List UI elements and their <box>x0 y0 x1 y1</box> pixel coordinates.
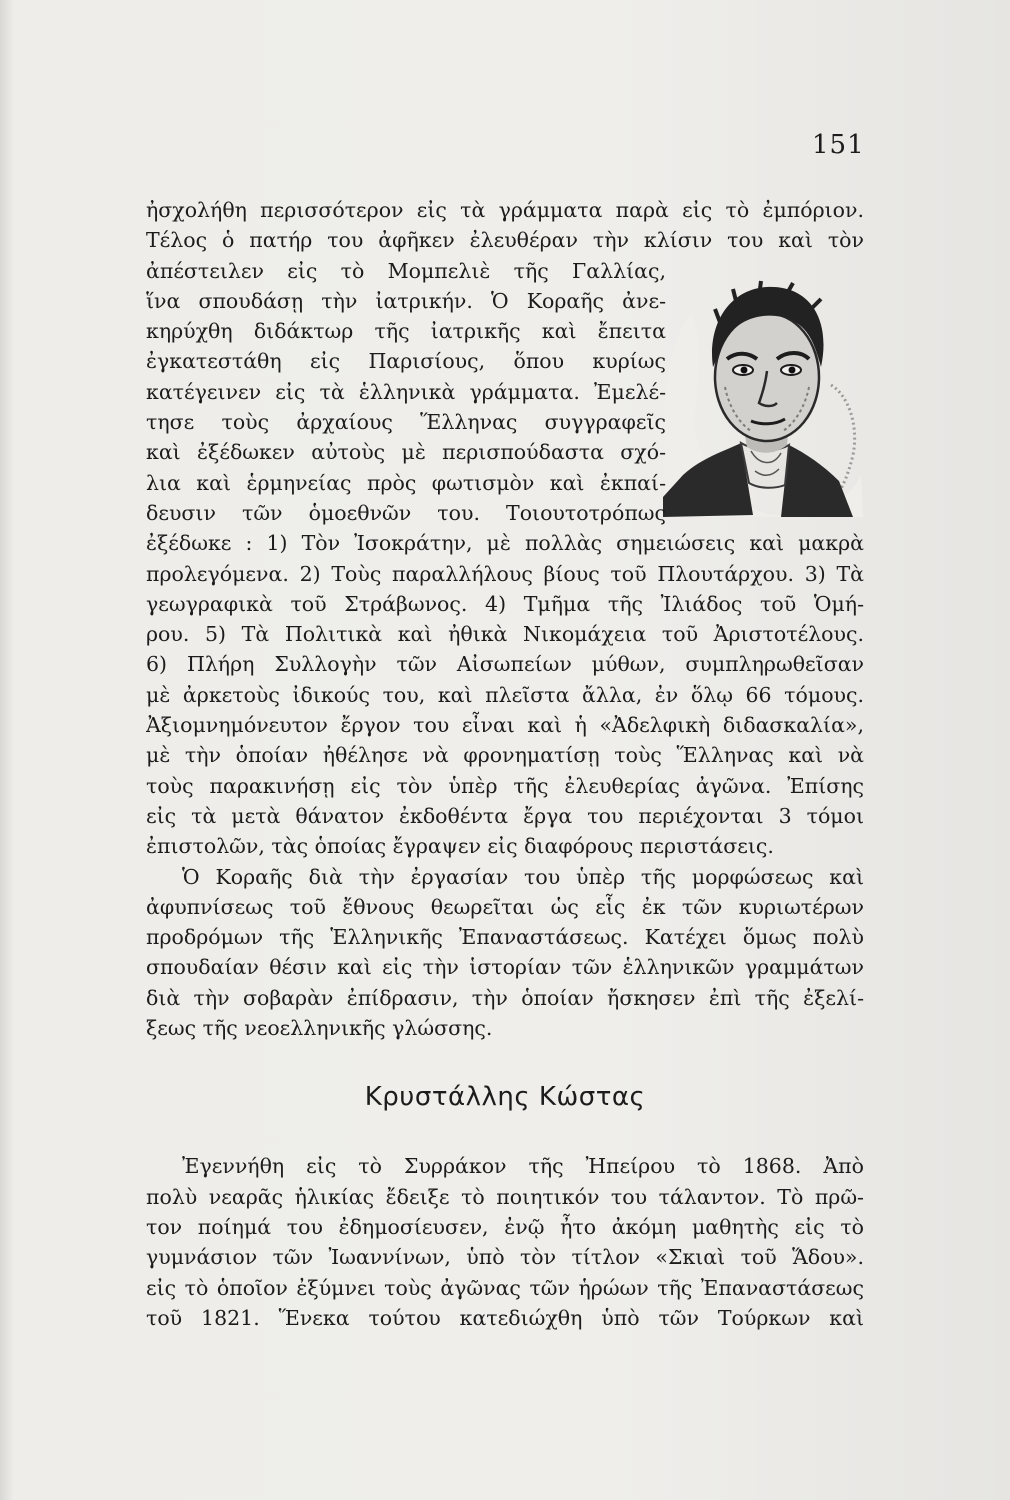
text-line: 6) Πλήρη Συλλογὴν τῶν Αἰσωπείων μύθων, συμπληρωθεῖσαν <box>146 652 864 677</box>
text-line: γεωγραφικὰ τοῦ Στράβωνος. 4) Τμῆμα τῆς Ἰλιάδος τοῦ Ὁμή- <box>146 591 864 616</box>
text-line: πολὺ νεαρᾶς ἡλικίας ἔδειξε τὸ ποιητικόν του τάλαντον. Τὸ πρῶ- <box>146 1184 864 1209</box>
text-line: κατέγεινεν εἰς τὰ ἑλληνικὰ γράμματα. Ἐμελέ- <box>146 379 666 404</box>
paragraph-krystallis-bio <box>146 1151 864 1333</box>
text-line: Τέλος ὁ πατήρ του ἀφῆκεν ἐλευθέραν τὴν κλίσιν του καὶ τὸν <box>146 228 864 253</box>
text-line: ἐπιστολῶν, τὰς ὁποίας ἔγραψεν εἰς διαφόρους περιστάσεις. <box>146 834 774 859</box>
text-line: Ἀξιομνημόνευτον ἔργον του εἶναι καὶ ἡ «Ἀδελφικὴ διδασκαλία», <box>146 713 864 738</box>
text-line: ξεως τῆς νεοελληνικῆς γλώσσης. <box>146 1016 493 1041</box>
text-line: μὲ ἀρκετοὺς ἰδικούς του, καὶ πλεῖστα ἄλλα, ἐν ὅλῳ 66 τόμους. <box>146 682 864 707</box>
text-line: εἰς τὰ μετὰ θάνατον ἐκδοθέντα ἔργα του περιέχονται 3 τόμοι <box>146 803 864 828</box>
text-line: σπουδαίαν θέσιν καὶ εἰς τὴν ἱστορίαν τῶν ἑλληνικῶν γραμμάτων <box>146 955 864 980</box>
text-line: ρου. 5) Τὰ Πολιτικὰ καὶ ἠθικὰ Νικομάχεια τοῦ Ἀριστοτέλους. <box>146 622 864 647</box>
text-line: προλεγόμενα. 2) Τοὺς παραλλήλους βίους τοῦ Πλουτάρχου. 3) Τὰ <box>146 561 864 586</box>
paragraph-koraes-significance <box>146 862 864 1044</box>
paragraph-koraes-works <box>146 195 864 862</box>
text-line: μὲ τὴν ὁποίαν ἠθέλησε νὰ φρονηματίσῃ τοὺς Ἕλληνας καὶ νὰ <box>146 743 864 768</box>
text-line: ἀφυπνίσεως τοῦ ἔθνους θεωρεῖται ὡς εἷς ἐκ τῶν κυριωτέρων <box>146 894 864 919</box>
text-line: γυμνάσιον τῶν Ἰωαννίνων, ὑπὸ τὸν τίτλον «Σκιαὶ τοῦ Ἅδου». <box>146 1245 864 1270</box>
text-line: ἀπέστειλεν εἰς τὸ Μομπελιὲ τῆς Γαλλίας, <box>146 258 666 283</box>
text-line: λια καὶ ἑρμηνείας πρὸς φωτισμὸν καὶ ἐκπαί- <box>146 470 666 495</box>
body-text <box>146 195 864 1333</box>
text-line: ἐγκατεστάθη εἰς Παρισίους, ὅπου κυρίως <box>146 349 666 374</box>
text-line: Ἐγεννήθη εἰς τὸ Συρράκον τῆς Ἠπείρου τὸ 1868. Ἀπὸ <box>182 1154 864 1179</box>
text-line: διὰ τὴν σοβαρὰν ἐπίδρασιν, τὴν ὁποίαν ἤσκησεν ἐπὶ τῆς ἐξελί- <box>146 985 864 1010</box>
text-line: τησε τοὺς ἀρχαίους Ἕλληνας συγγραφεῖς <box>146 410 666 435</box>
page-number: 151 <box>812 130 865 160</box>
text-line: Ὁ Κοραῆς διὰ τὴν ἐργασίαν του ὑπὲρ τῆς μορφώσεως καὶ <box>182 864 864 889</box>
text-line: τον ποίημά του ἐδημοσίευσεν, ἐνῷ ἦτο ἀκόμη μαθητὴς εἰς τὸ <box>146 1214 864 1239</box>
text-line: τοῦ 1821. Ἕνεκα τούτου κατεδιώχθη ὑπὸ τῶν Τούρκων καὶ <box>146 1305 864 1330</box>
section-heading: Κρυστάλλης Κώστας <box>364 1082 646 1113</box>
text-line: εἰς τὸ ὁποῖον ἐξύμνει τοὺς ἀγῶνας τῶν ἡρώων τῆς Ἐπαναστάσεως <box>146 1275 864 1300</box>
text-line: προδρόμων τῆς Ἑλληνικῆς Ἐπαναστάσεως. Κατέχει ὅμως πολὺ <box>146 925 864 950</box>
text-line: δευσιν τῶν ὁμοεθνῶν του. Τοιουτοτρόπως <box>146 500 666 525</box>
text-line: ἵνα σπουδάσῃ τὴν ἰατρικήν. Ὁ Κοραῆς ἀνε- <box>146 288 666 313</box>
text-line: κηρύχθη διδάκτωρ τῆς ἰατρικῆς καὶ ἔπειτα <box>146 319 666 344</box>
text-line: ἐξέδωκε : 1) Τὸν Ἰσοκράτην, μὲ πολλὰς σημειώσεις καὶ μακρὰ <box>146 531 864 556</box>
text-line: ἠσχολήθη περισσότερον εἰς τὰ γράμματα παρὰ εἰς τὸ ἐμπόριον. <box>146 198 864 222</box>
text-line: καὶ ἐξέδωκεν αὐτοὺς μὲ περισπούδαστα σχό- <box>146 440 666 465</box>
text-line: τοὺς παρακινήσῃ εἰς τὸν ὑπὲρ τῆς ἐλευθερίας ἀγῶνα. Ἐπίσης <box>146 773 864 798</box>
